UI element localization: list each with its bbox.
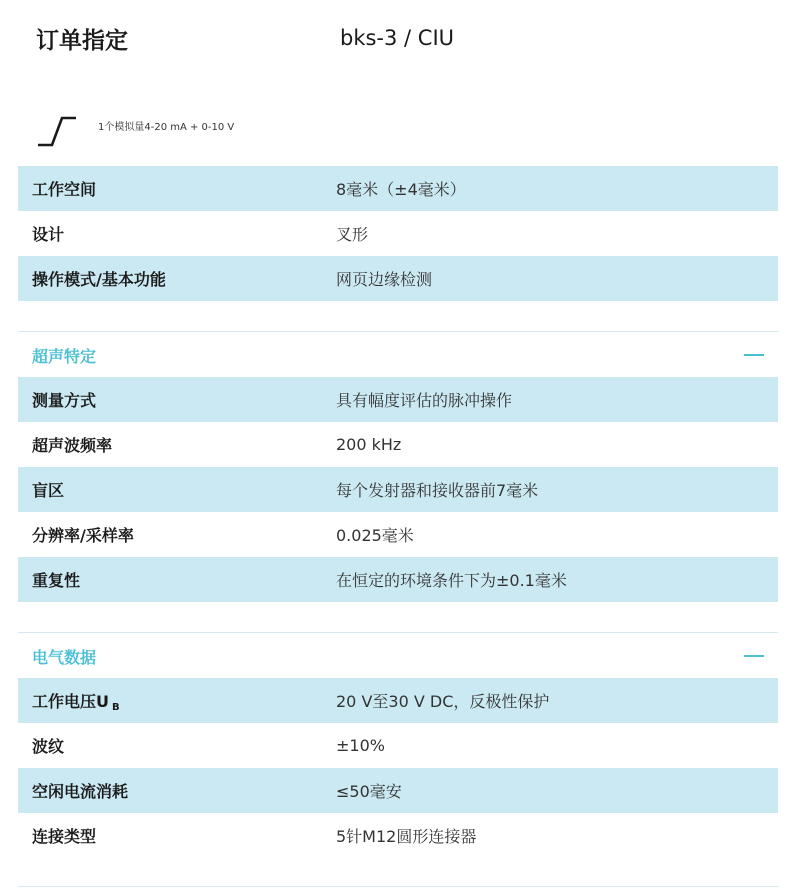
header [0, 0, 786, 80]
row-key: 盲区 [32, 481, 65, 500]
row-key-text: 工作电压U [32, 691, 109, 711]
row-value: 叉形 [336, 225, 369, 244]
table-row [18, 211, 778, 256]
table-row [18, 467, 778, 512]
row-key: 超声波频率 [32, 436, 113, 455]
row-value: ≤50毫安 [336, 782, 402, 801]
row-value: 网页边缘检测 [336, 270, 433, 289]
row-value: 20 V至30 V DC，反极性保护 [336, 692, 550, 711]
collapse-minus-icon[interactable] [744, 655, 764, 657]
row-key [32, 689, 120, 713]
table-row [18, 256, 778, 301]
row-value: 在恒定的环境条件下为±0.1毫米 [336, 571, 567, 590]
section-electrical-header[interactable] [18, 632, 778, 678]
row-value: 200 kHz [336, 435, 402, 454]
row-value: 5针M12圆形连接器 [336, 827, 477, 846]
table-row [18, 557, 778, 602]
electrical-table [18, 678, 778, 858]
collapse-minus-icon[interactable] [744, 354, 764, 356]
general-table [18, 166, 778, 301]
table-row [18, 678, 778, 723]
row-value: 8毫米（±4毫米） [336, 180, 466, 199]
table-row [18, 377, 778, 422]
table-row [18, 723, 778, 768]
analog-output-row [36, 114, 234, 150]
analog-output-text: 1个模拟量4-20 mA + 0-10 V [98, 122, 235, 133]
analog-output-ramp-icon [36, 114, 78, 148]
row-key: 设计 [32, 225, 65, 244]
row-value: 0.025毫米 [336, 526, 414, 545]
row-key: 波纹 [32, 737, 65, 756]
table-row [18, 768, 778, 813]
section-title: 超声特定 [32, 347, 97, 366]
bottom-divider [18, 886, 778, 887]
order-value: bks-3 / CIU [340, 26, 455, 50]
ultrasonic-table [18, 377, 778, 602]
order-label: 订单指定 [36, 28, 128, 54]
row-key: 工作空间 [32, 180, 97, 199]
row-key: 操作模式/基本功能 [32, 270, 166, 289]
row-key: 测量方式 [32, 391, 97, 410]
row-key: 重复性 [32, 571, 81, 590]
table-row [18, 422, 778, 467]
table-row [18, 813, 778, 858]
row-key: 空闲电流消耗 [32, 782, 129, 801]
row-key: 分辨率/采样率 [32, 526, 134, 545]
row-value: 具有幅度评估的脉冲操作 [336, 391, 513, 410]
table-row [18, 512, 778, 557]
section-ultrasonic-header[interactable] [18, 331, 778, 377]
section-title: 电气数据 [32, 648, 97, 667]
row-key-subscript: B [112, 701, 120, 713]
row-key: 连接类型 [32, 827, 97, 846]
row-value: 每个发射器和接收器前7毫米 [336, 481, 539, 500]
row-value: ±10% [336, 736, 385, 755]
table-row [18, 166, 778, 211]
